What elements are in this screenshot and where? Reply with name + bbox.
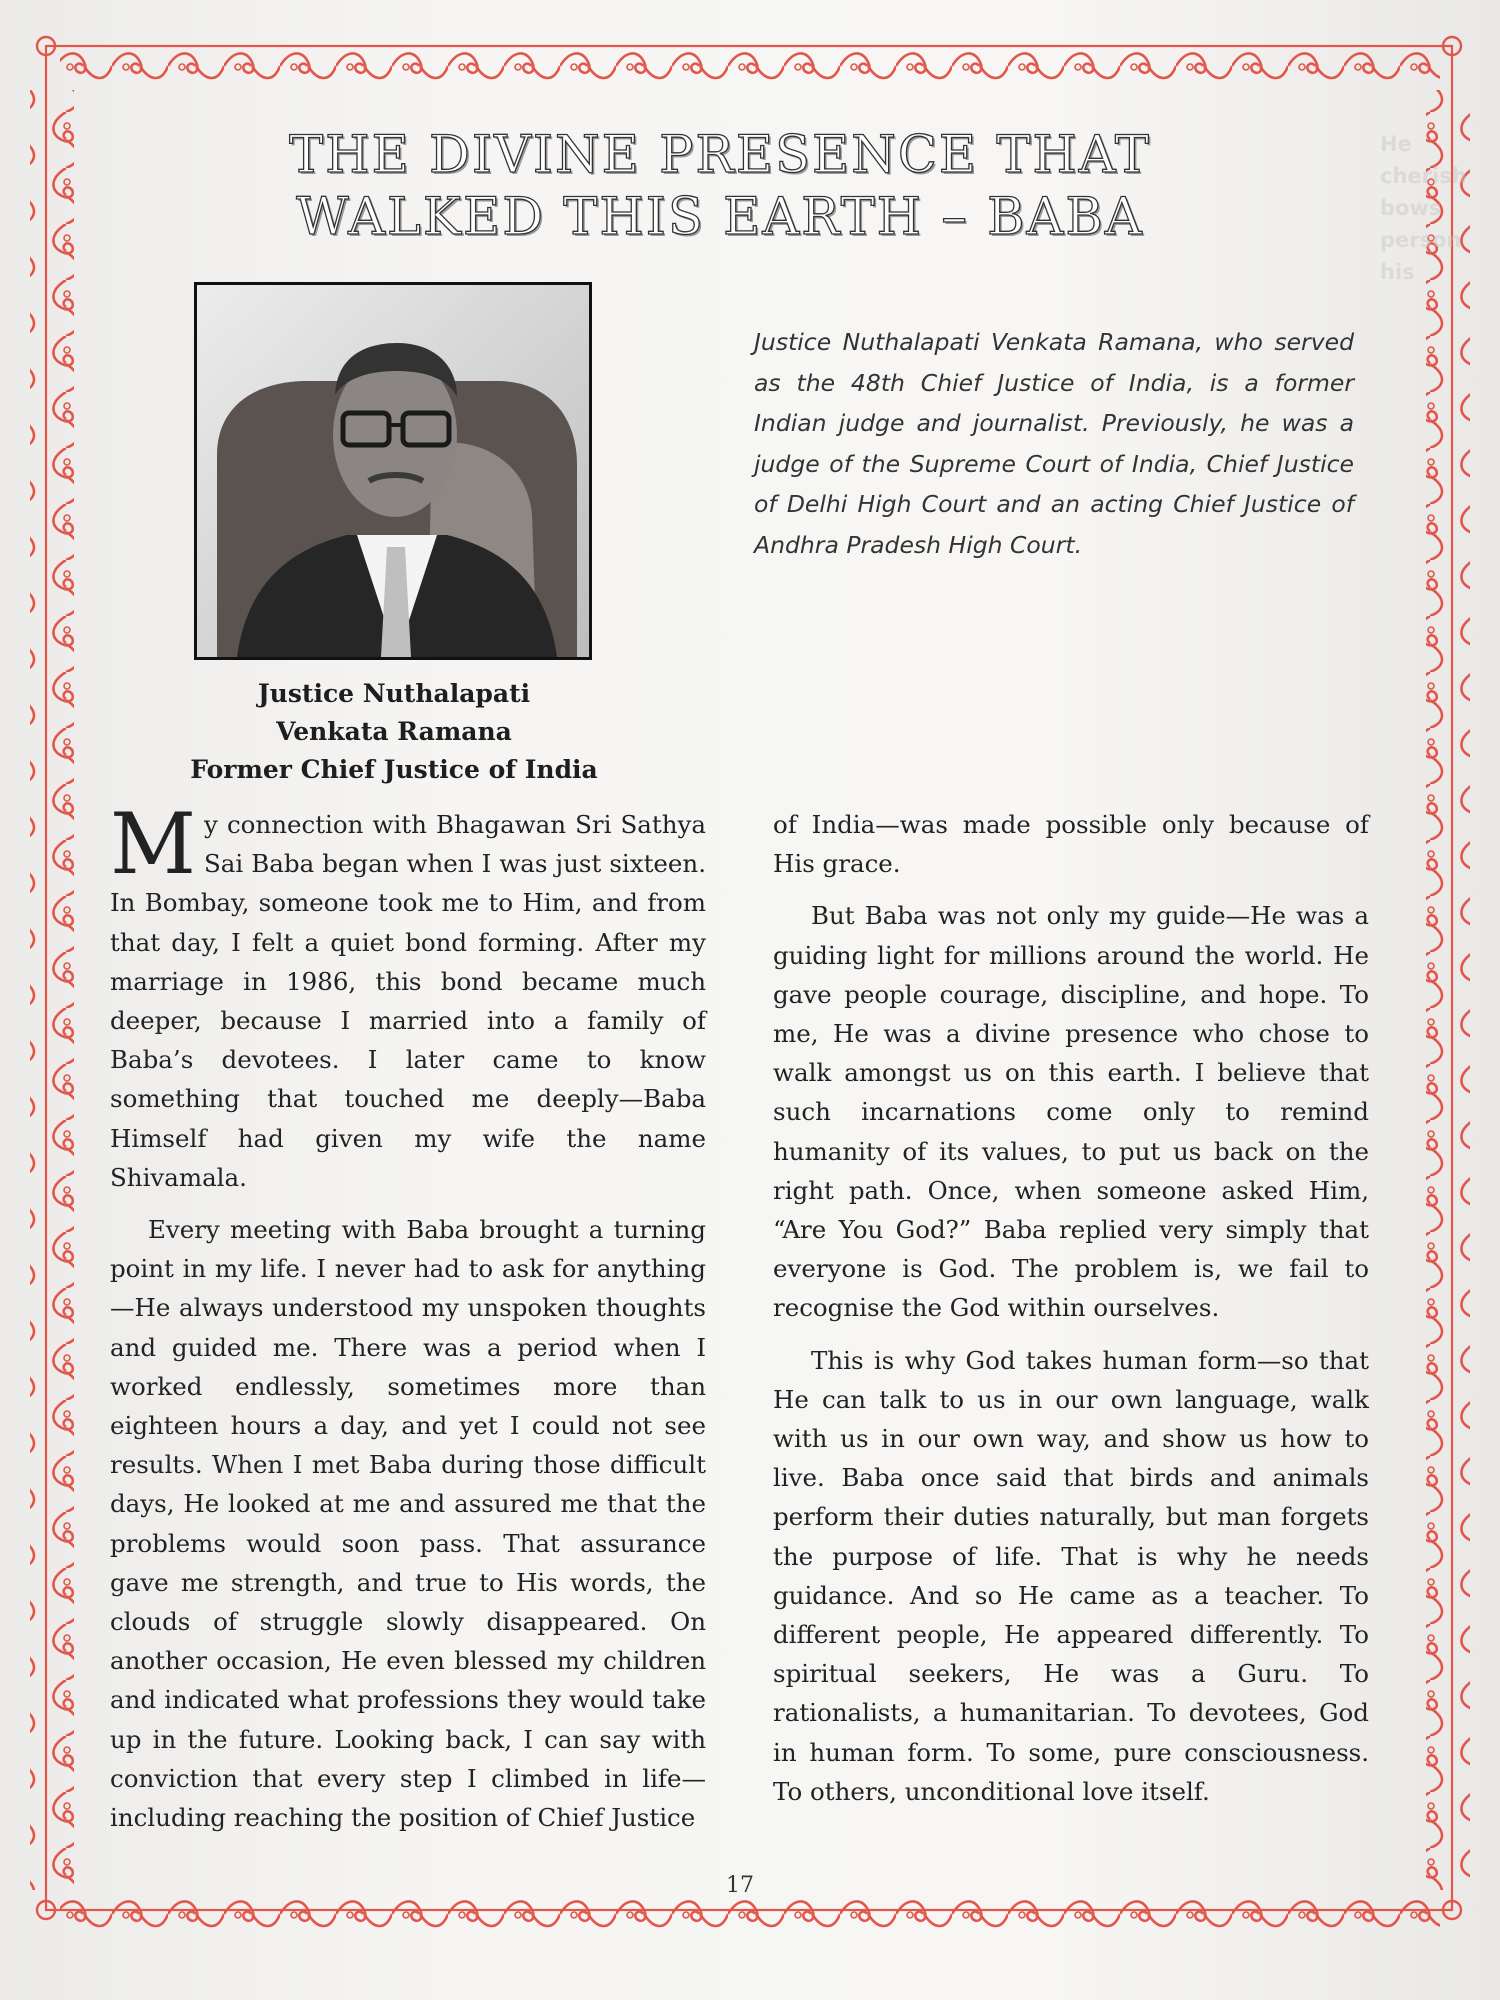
paragraph-3: But Baba was not only my guide—He was a guiding light for millions around the world. He gave people courage, discipline, and hope. To me, He was a divine presence who chose to walk amongst us on this earth. I believe that such incarnations come only to remind humanity of its values, to put us back on the right path. Once, when someone asked Him, “Are You God?” Baba replied very simply that everyone is God. The problem is, we fail to recognise the God within ourselves. xyxy=(773,901,1369,1323)
body-column-right xyxy=(773,805,1369,1824)
paragraph-2: Every meeting with Baba brought a turning point in my life. I never had to ask for anything—He always understood my unspoken thoughts and guided me. There was a period when I worked endlessly, sometimes more than eighteen hours a day, and yet I could not see results. When I met Baba during those difficult days, He looked at me and assured me that the problems would soon pass. That assurance gave me strength, and true to His words, the clouds of struggle slowly disappeared. On another occasion, He even blessed my children and indicated what professions they would take up in the future. Looking back, I can say with conviction that every step I climbed in life—including reaching the position of Chief Justice xyxy=(110,1215,706,1833)
caption-name-line-2: Venkata Ramana xyxy=(276,717,512,746)
paragraph-2-continued: of India—was made possible only because of His grace. xyxy=(773,810,1369,879)
drop-cap: M xyxy=(110,795,197,893)
caption-title: Former Chief Justice of India xyxy=(190,755,598,784)
portrait-photo-icon xyxy=(197,285,589,657)
portrait-photo xyxy=(194,282,592,660)
paragraph-4: This is why God takes human form—so that He can talk to us in our own language, walk with us in our own way, and show us how to live. Baba once said that birds and animals perform their duties naturally, but man forgets the purpose of life. That is why he needs guidance. And so He came as a teacher. To different people, He appeared differently. To spiritual seekers, He was a Guru. To rationalists, a humanitarian. To devotees, God in human form. To some, pure consciousness. To others, unconditional love itself. xyxy=(773,1345,1369,1806)
article-title xyxy=(200,125,1240,249)
paragraph-1 xyxy=(110,795,706,1197)
photo-caption xyxy=(160,675,628,789)
title-line-1: THE DIVINE PRESENCE THAT xyxy=(289,126,1151,185)
page-number: 17 xyxy=(726,1873,754,1898)
title-line-2: WALKED THIS EARTH – BABA xyxy=(296,188,1144,247)
show-through-text: He cherish bows person his xyxy=(1380,132,1467,284)
caption-name-line-1: Justice Nuthalapati xyxy=(257,679,531,708)
author-bio: Justice Nuthalapati Venkata Ramana, who served as the 48th Chief Justice of India, is a former Indian judge and journalist. Previously, he was a judge of the Supreme Court of India, Chief Justice of Delhi High Court and an acting Chief Justice of Andhra Pradesh High Court. xyxy=(754,328,1354,559)
body-column-left xyxy=(110,795,706,1850)
paragraph-1-text: y connection with Bhagawan Sri Sathya Sai Baba began when I was just sixteen. In Bombay, someone took me to Him, and from that day, I felt a quiet bond forming. After my marriage in 1986, this bond became much deeper, because I married into a family of Baba’s devotees. I later came to know something that touched me deeply—Baba Himself had given my wife the name Shivamala. xyxy=(110,810,706,1192)
